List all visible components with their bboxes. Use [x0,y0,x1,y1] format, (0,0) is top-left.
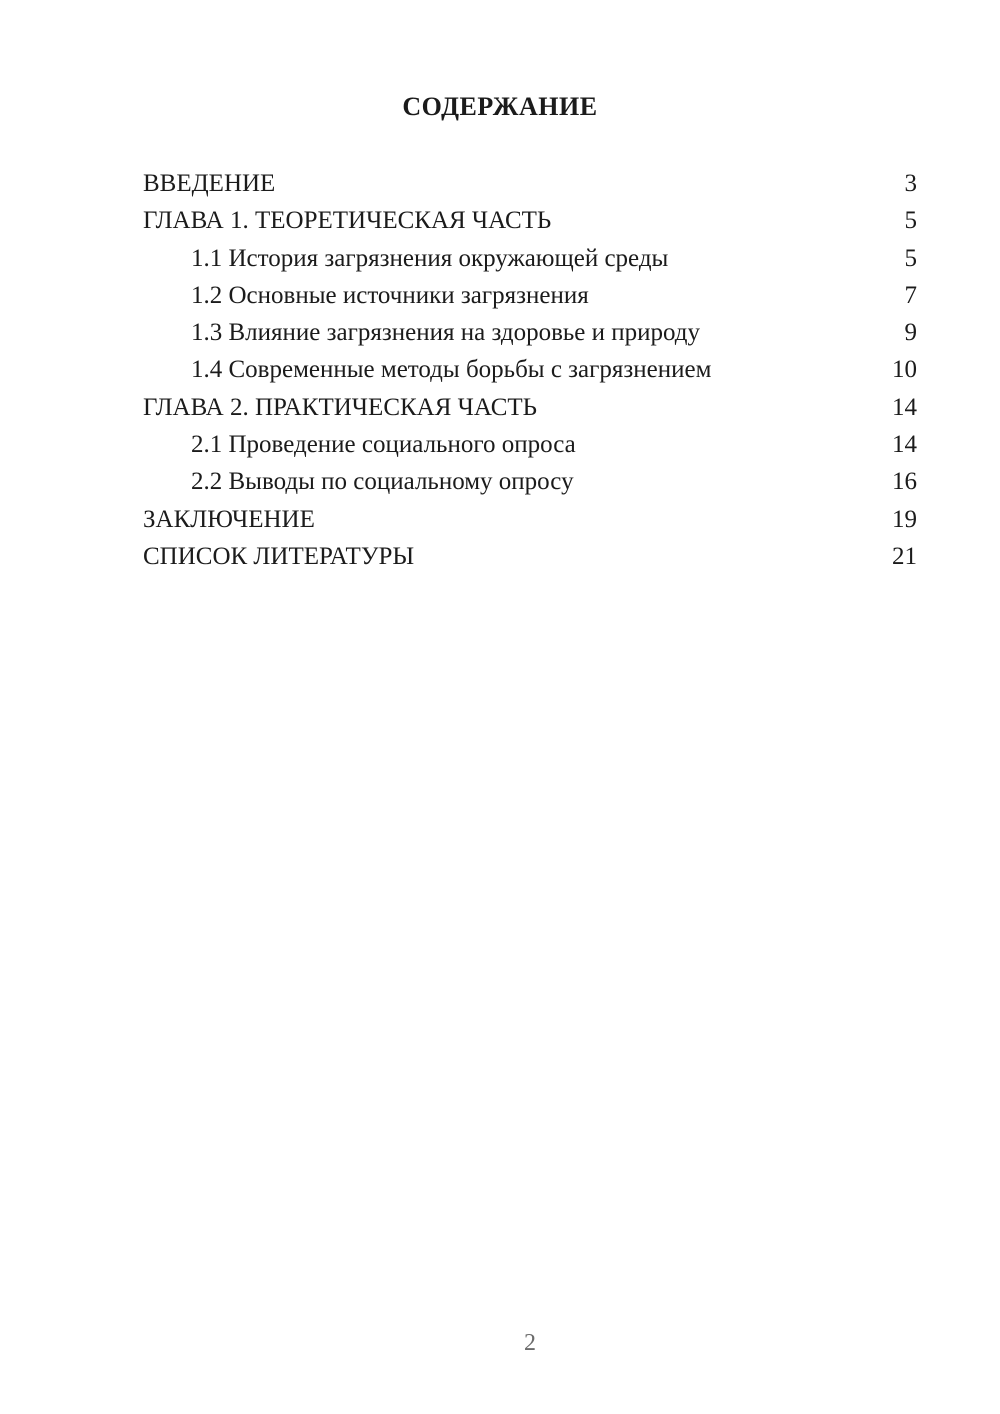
page-title: СОДЕРЖАНИЕ [402,92,598,121]
toc-entry-page: 9 [904,319,917,347]
toc-entry-label: ВВЕДЕНИЕ [143,170,276,197]
toc-entry-label: 1.2 Основные источники загрязнения [191,281,589,309]
toc-entry [143,463,917,500]
toc-entry-label: 1.4 Современные методы борьбы с загрязнением [191,356,712,384]
toc-entry [143,389,917,426]
toc-entry-page: 7 [904,281,917,309]
toc-entry [143,202,917,239]
footer-page-number: 2 [524,1330,536,1356]
toc-entry-page: 10 [892,356,917,384]
toc-entry-label: 2.1 Проведение социального опроса [191,431,576,459]
toc-entry-label: ГЛАВА 1. ТЕОРЕТИЧЕСКАЯ ЧАСТЬ [143,207,552,235]
toc-entry-page: 16 [892,468,917,496]
toc-entry-label: 1.3 Влияние загрязнения на здоровье и природу [191,319,701,347]
toc-entry [143,351,917,388]
toc-entry-label: 1.1 История загрязнения окружающей среды [191,244,669,272]
page-footer [143,1327,917,1359]
toc-entry-label: ГЛАВА 2. ПРАКТИЧЕСКАЯ ЧАСТЬ [143,393,538,421]
toc-entry [143,314,917,351]
toc-entry-label: ЗАКЛЮЧЕНИЕ [143,505,315,533]
toc-entry [143,426,917,463]
toc-entry-label: 2.2 Выводы по социальному опросу [191,468,574,496]
table-of-contents [143,165,917,575]
toc-entry [143,501,917,538]
toc-entry-page: 21 [892,542,917,570]
toc-entry-page: 5 [904,244,917,272]
toc-entry-label: СПИСОК ЛИТЕРАТУРЫ [143,542,415,570]
toc-entry [143,240,917,277]
toc-entry [143,277,917,314]
toc-entry-page: 3 [904,170,917,197]
toc-entry-page: 14 [892,431,917,459]
toc-entry-page: 5 [904,207,917,235]
toc-entry [143,165,917,202]
toc-entry-page: 14 [892,393,917,421]
toc-entry-page: 19 [892,505,917,533]
toc-entry [143,538,917,575]
